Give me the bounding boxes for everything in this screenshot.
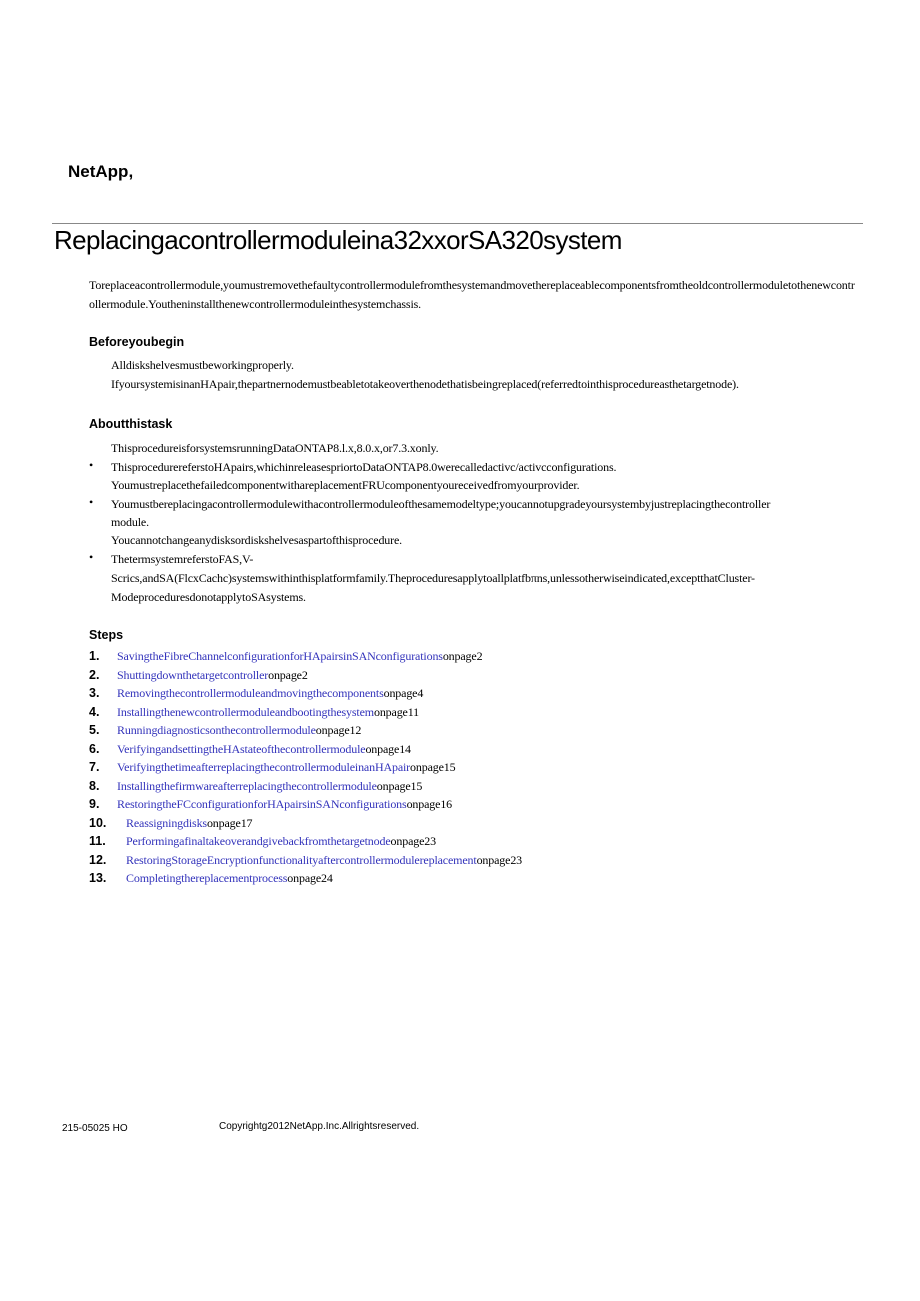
step-item: [89, 668, 522, 687]
footer-copyright: Copyrightg2012NetApp.Inc.Allrightsreserved.: [219, 1121, 420, 1132]
before-line-disk-shelves: Alldiskshelvesmustbeworkingproperly.: [111, 358, 294, 372]
steps-heading: Steps: [89, 628, 124, 642]
step-item: [89, 742, 522, 761]
step-number: 5.: [89, 723, 100, 737]
about-line-ha-pairs: ThisprocedurereferstoHApairs,whichinreleasespriortoDataONTAP8.0werecalledactivc/activcconfigurations.: [111, 460, 617, 474]
step-item: [89, 779, 522, 798]
step-link-installing-firmware[interactable]: Installingthefirmwareafterreplacingthecontrollermodule: [117, 778, 377, 793]
step-link-restoring-fc-config[interactable]: RestoringtheFCconfigurationforHApairsinSANconfigurations: [117, 797, 407, 811]
step-item: [89, 723, 522, 742]
title-divider: [52, 223, 863, 224]
step-item: [89, 834, 522, 853]
brand-name: NetApp,: [68, 162, 134, 181]
step-link-storage-encryption[interactable]: RestoringStorageEncryptionfunctionalityaftercontrollermodulereplacement: [126, 852, 477, 867]
step-item: [89, 816, 522, 835]
step-link-removing-module[interactable]: Removingthecontrollermoduleandmovingthecomponents: [117, 686, 384, 700]
step-number: 8.: [89, 778, 100, 793]
about-line-cluster-mode: ModeproceduresdonotapplytoSAsystems.: [111, 590, 306, 604]
step-number: 6.: [89, 741, 100, 756]
step-page-ref: onpage16: [406, 797, 453, 811]
step-item: [89, 649, 522, 668]
step-link-shutting-down[interactable]: Shuttingdownthetargetcontroller: [117, 667, 269, 682]
about-line-system-term: ThetermsystemreferstoFAS,V-: [111, 552, 254, 566]
step-number: 9.: [89, 797, 100, 811]
steps-list: [89, 649, 522, 890]
step-link-verifying-time[interactable]: VerifyingthetimeafterreplacingthecontrollermoduleinanHApair: [117, 760, 411, 774]
step-number: 1.: [89, 649, 100, 663]
step-page-ref: onpage14: [365, 741, 411, 756]
about-line-data-ontap: ThisprocedureisforsystemsrunningDataONTAP8.l.x,8.0.x,or7.3.xonly.: [111, 441, 439, 455]
step-page-ref: onpage24: [287, 871, 333, 885]
step-number: 12.: [89, 852, 107, 867]
bullet-icon: •: [89, 550, 94, 564]
step-page-ref: onpage15: [410, 760, 456, 774]
step-item: [89, 797, 522, 816]
step-page-ref: onpage2: [442, 649, 483, 663]
before-line-ha-pair: IfyoursystemisinanHApair,thepartnernodemustbeabletotakeoverthenodethatisbeingreplaced(referredtointhisprocedureasthetargetnode).: [111, 377, 739, 391]
about-this-task-heading: Aboutthistask: [89, 417, 173, 431]
step-number: 7.: [89, 760, 100, 774]
step-item: [89, 705, 522, 724]
step-page-ref: onpage15: [376, 778, 423, 793]
step-link-saving-fc-config[interactable]: SavingtheFibreChannelconfigurationforHApairsinSANconfigurations: [117, 649, 443, 663]
step-page-ref: onpage23: [476, 852, 523, 867]
intro-paragraph: Toreplaceacontrollermodule,youmustremovethefaultycontrollermodulefromthesystemandmovethereplaceablecomponentsfromtheoldcontrollermoduletothenewcontrollermodule.Youtheninstallthenewcontrollermoduleinthesystemchassis.: [89, 278, 855, 311]
step-number: 3.: [89, 686, 100, 700]
about-line-platform-family: Scrics,andSA(FlcxCachc)systemswithinthisplatformfamily.Theproceduresapplytoallplatfbπns,unlessotherwiseindicated,exceptthatCluster-: [111, 571, 755, 585]
step-link-final-takeover[interactable]: Performingafinaltakeoverandgivebackfromthetargetnode: [126, 834, 391, 848]
step-item: [89, 871, 522, 890]
step-page-ref: onpage12: [315, 723, 362, 737]
step-item: [89, 853, 522, 872]
step-page-ref: onpage2: [268, 667, 308, 682]
step-link-verifying-ha-state[interactable]: VerifyingandsettingtheHAstateofthecontrollermodule: [117, 741, 366, 756]
step-link-running-diagnostics[interactable]: Runningdiagnosticsonthecontrollermodule: [117, 723, 316, 737]
about-line-fru: YoumustreplacethefailedcomponentwithareplacementFRUcomponentyoureceivedfromyourprovider.: [111, 478, 580, 492]
footer-doc-id: 215-05025 HO: [62, 1123, 128, 1134]
bullet-icon: •: [89, 458, 94, 472]
step-number: 2.: [89, 667, 100, 682]
step-number: 4.: [89, 704, 100, 719]
about-line-same-model: Youmustbereplacingacontrollermodulewithacontrollermoduleofthesamemodeltype;youcannotupgradeyoursystembyjustreplacingthecontroller: [111, 497, 771, 511]
step-item: [89, 686, 522, 705]
step-link-completing-replacement[interactable]: Completingthereplacementprocess: [126, 871, 288, 885]
step-item: [89, 760, 522, 779]
step-page-ref: onpage17: [206, 815, 253, 830]
step-number: 10.: [89, 815, 107, 830]
step-page-ref: onpage23: [390, 834, 436, 848]
about-line-module: module.: [111, 515, 149, 529]
bullet-icon: •: [89, 495, 94, 509]
step-link-reassigning-disks[interactable]: Reassigningdisks: [126, 815, 207, 830]
before-you-begin-heading: Beforeyoubegin: [89, 335, 185, 349]
page-title: Replacingacontrollermoduleina32xxorSA320system: [54, 225, 622, 255]
step-number: 11.: [89, 834, 106, 848]
about-line-no-disk-change: Youcannotchangeanydisksordiskshelvesaspartofthisprocedure.: [111, 533, 403, 547]
step-link-installing-module[interactable]: Installingthenewcontrollermoduleandbootingthesystem: [117, 704, 374, 719]
step-number: 13.: [89, 871, 107, 885]
step-page-ref: onpage11: [373, 704, 419, 719]
step-page-ref: onpage4: [383, 686, 424, 700]
